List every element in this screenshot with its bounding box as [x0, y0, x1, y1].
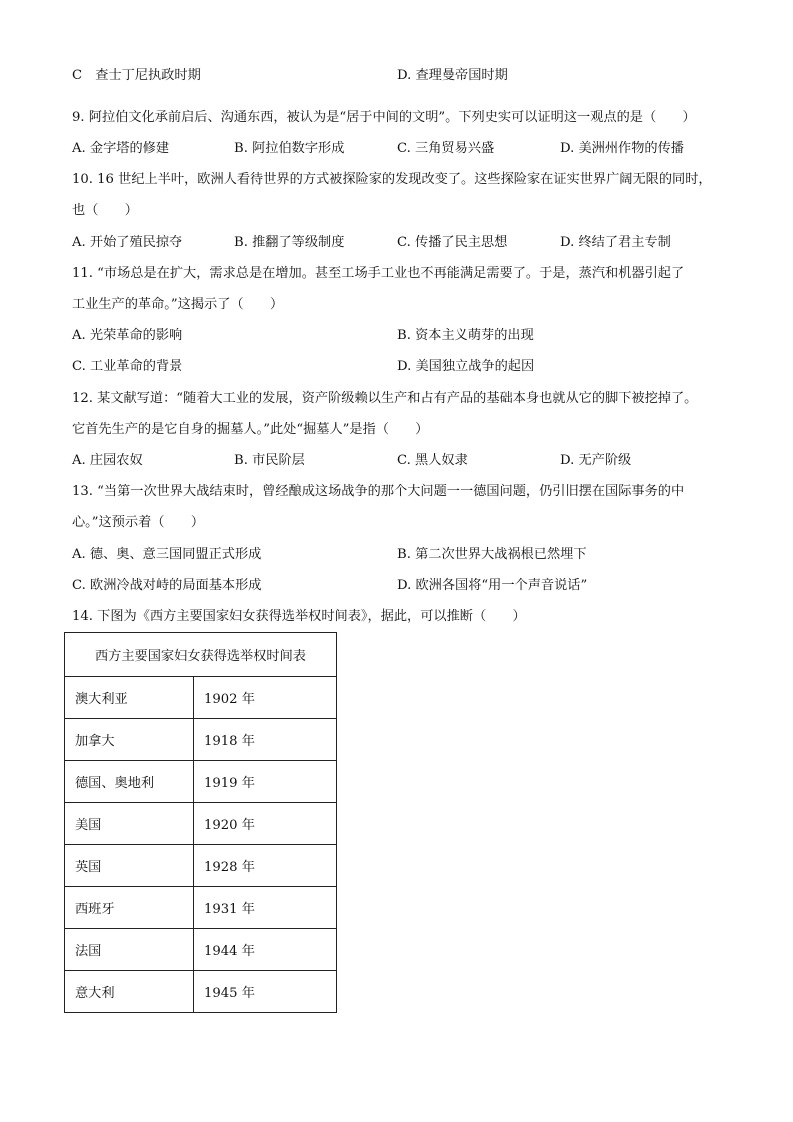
country-cell: 英国 [65, 845, 194, 887]
q8-option-d: D. 查理曼帝国时期 [397, 68, 508, 83]
q9-option-d: D. 美洲州作物的传播 [560, 141, 684, 156]
country-cell: 美国 [65, 803, 194, 845]
q10-stem-line1: 10. 16 世纪上半叶，欧洲人看待世界的方式被探险家的发现改变了。这些探险家在证实世界广阔无限的同时， [72, 172, 712, 187]
q12-stem-line2: 它首先生产的是它自身的掘墓人。”此处“掘墓人”是指（ ） [72, 422, 429, 437]
q14-stem: 14. 下图为《西方主要国家妇女获得选举权时间表》，据此，可以推断（ ） [72, 609, 526, 624]
q10-option-b: B. 推翻了等级制度 [234, 235, 345, 250]
q12-stem-line1: 12. 某文献写道：“随着大工业的发展，资产阶级赖以生产和占有产品的基础本身也就从它的脚下被挖掉了。 [72, 391, 698, 406]
q13-option-a: A. 德、奥、意三国同盟正式形成 [72, 547, 262, 562]
table-row [65, 971, 337, 1013]
q13-stem-line2: 心。”这预示着（ ） [72, 515, 205, 530]
table-row [65, 887, 337, 929]
q11-option-c: C. 工业革命的背景 [72, 359, 183, 374]
q12-option-b: B. 市民阶层 [234, 453, 305, 468]
q9-option-a: A. 金字塔的修建 [72, 141, 170, 156]
q10-option-d: D. 终结了君主专制 [560, 235, 671, 250]
q8-option-c: C 查士丁尼执政时期 [72, 68, 201, 83]
country-cell: 德国、奥地利 [65, 761, 194, 803]
q9-stem: 9. 阿拉伯文化承前启后、沟通东西，被认为是“居于中间的文明”。下列史实可以证明这一观点的是（ ） [72, 110, 696, 125]
year-cell: 1931 年 [194, 887, 337, 929]
year-cell: 1928 年 [194, 845, 337, 887]
q9-option-c: C. 三角贸易兴盛 [397, 141, 495, 156]
q9-option-b: B. 阿拉伯数字形成 [234, 141, 345, 156]
year-cell: 1902 年 [194, 677, 337, 719]
q13-option-b: B. 第二次世界大战祸根已然埋下 [397, 547, 587, 562]
q12-option-d: D. 无产阶级 [560, 453, 632, 468]
q11-stem-line1: 11. “市场总是在扩大，需求总是在增加。甚至工场手工业也不再能满足需要了。于是，蒸汽和机器引起了 [72, 266, 685, 281]
country-cell: 澳大利亚 [65, 677, 194, 719]
country-cell: 西班牙 [65, 887, 194, 929]
q12-option-a: A. 庄园农奴 [72, 453, 143, 468]
q11-option-a: A. 光荣革命的影响 [72, 328, 183, 343]
table-row [65, 845, 337, 887]
year-cell: 1944 年 [194, 929, 337, 971]
table-row [65, 677, 337, 719]
q11-option-d: D. 美国独立战争的起因 [397, 359, 535, 374]
q10-option-c: C. 传播了民主思想 [397, 235, 508, 250]
q13-stem-line1: 13. “当第一次世界大战结束时，曾经酿成这场战争的那个大问题一一德国问题，仍引旧摆在国际事务的中 [72, 484, 685, 499]
year-cell: 1920 年 [194, 803, 337, 845]
q11-stem-line2: 工业生产的革命。”这揭示了（ ） [72, 297, 284, 312]
table-row [65, 803, 337, 845]
country-cell: 法国 [65, 929, 194, 971]
country-cell: 意大利 [65, 971, 194, 1013]
q13-option-d: D. 欧洲各国将“用一个声音说话” [397, 578, 588, 593]
table-row [65, 719, 337, 761]
q13-option-c: C. 欧洲冷战对峙的局面基本形成 [72, 578, 262, 593]
year-cell: 1945 年 [194, 971, 337, 1013]
q10-stem-line2: 也（ ） [72, 203, 138, 218]
q10-option-a: A. 开始了殖民掠夺 [72, 235, 183, 250]
q12-option-c: C. 黑人奴隶 [397, 453, 468, 468]
table-title: 西方主要国家妇女获得选举权时间表 [65, 633, 337, 677]
country-cell: 加拿大 [65, 719, 194, 761]
year-cell: 1918 年 [194, 719, 337, 761]
suffrage-table [64, 632, 337, 1013]
table-row [65, 761, 337, 803]
q11-option-b: B. 资本主义萌芽的出现 [397, 328, 534, 343]
year-cell: 1919 年 [194, 761, 337, 803]
table-row [65, 929, 337, 971]
